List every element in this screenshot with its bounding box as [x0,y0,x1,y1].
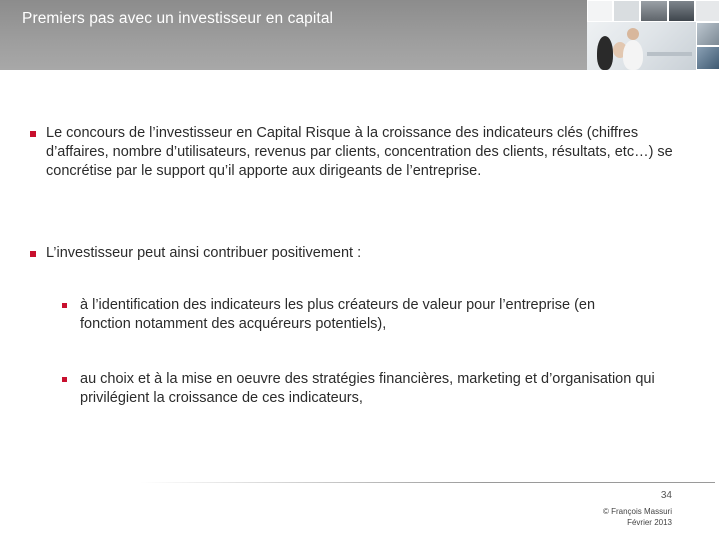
footer-divider [140,482,715,483]
collage-tile [587,0,613,22]
sub-bullet-text: au choix et à la mise en oeuvre des stratégies financières, marketing et d’organisation qui privilégient la croissance de ces indicateurs, [80,371,655,406]
collage-tile [696,22,720,46]
slide-title: Premiers pas avec un investisseur en capital [22,10,334,27]
desk-shape [647,52,692,56]
bullet-marker [30,131,36,137]
collage-tile [696,46,720,70]
person-figure [597,36,613,70]
office-photo [587,22,696,70]
page-number: 34 [660,490,672,501]
collage-tile [668,0,695,22]
copyright-line: © François Massuri [602,507,672,516]
person-figure [627,28,639,40]
collage-tile [640,0,668,22]
collage-tile [613,0,640,22]
bullet-marker [30,251,36,257]
sub-bullet-marker [62,303,67,308]
collage-tile [695,0,720,22]
copyright-date: Février 2013 [627,518,672,527]
person-figure [623,40,643,70]
sub-bullet-text: à l’identification des indicateurs les plus créateurs de valeur pour l’entreprise (en fonction notamment des acquéreurs potentiels), [80,297,596,332]
bullet-text: L’investisseur peut ainsi contribuer positivement : [46,245,362,261]
sub-bullet-marker [62,377,67,382]
bullet-text: Le concours de l’investisseur en Capital Risque à la croissance des indicateurs clés (chiffres d’affaires, nombre d’utilisateurs, revenus par clients, concentration des clients, résultats, etc…) se concrétise par le support qu’il apporte aux dirigeants de l’entreprise. [46,125,673,179]
copyright-notice [603,506,672,528]
